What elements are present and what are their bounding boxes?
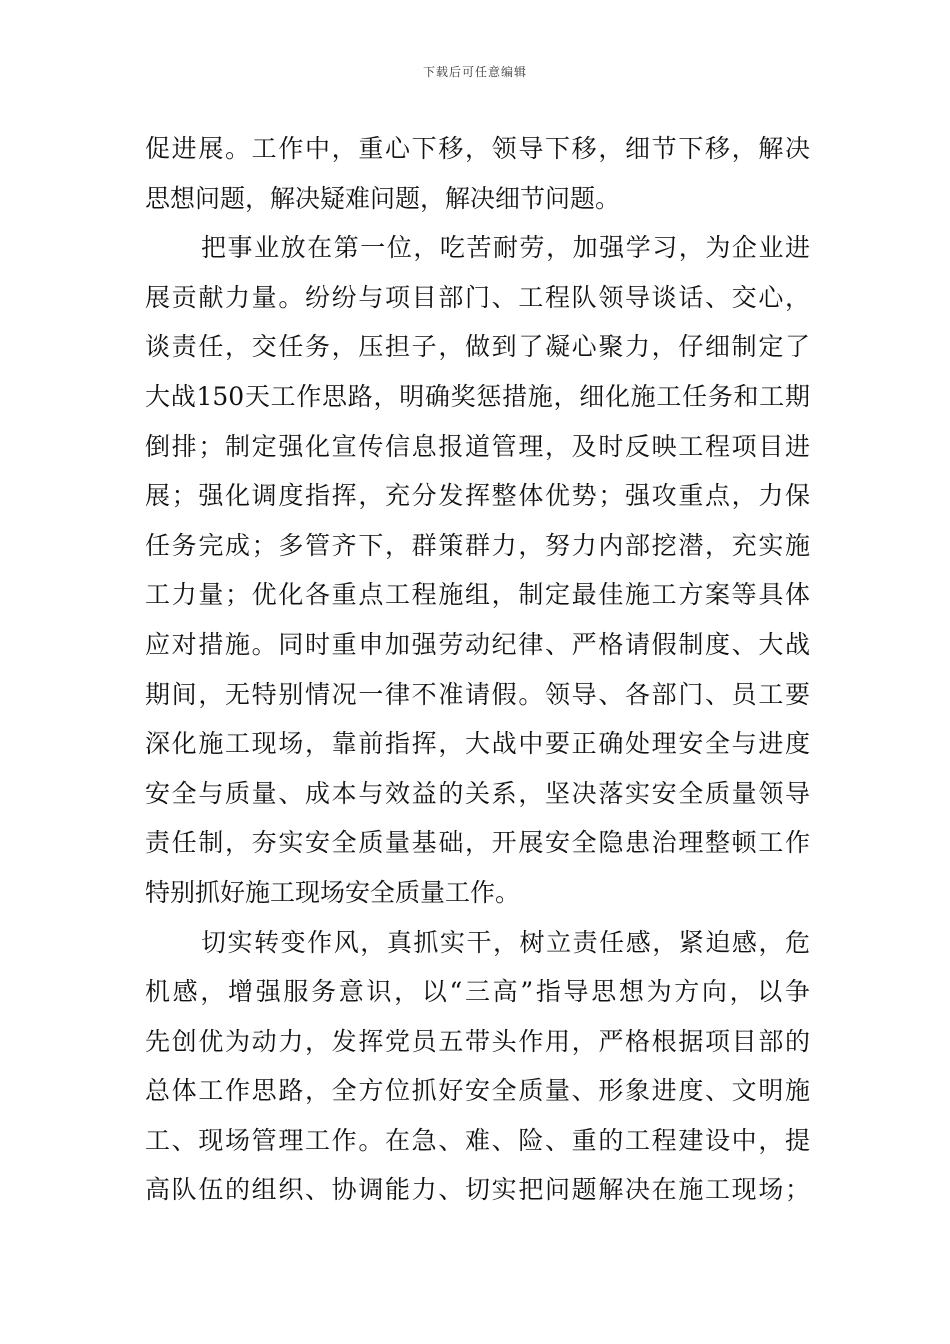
text-line-3: 把事业放在第一位，吃苦耐劳，加强学习，为企业进 bbox=[201, 233, 810, 263]
text-line-1: 促进展。工作中，重心下移，领导下移，细节下移，解决 bbox=[145, 134, 810, 163]
document-body bbox=[145, 124, 810, 1215]
text-line-12: 期间，无特别情况一律不准请假。领导、各部门、员工要 bbox=[145, 679, 810, 709]
text-line-13: 深化施工现场，靠前指挥，大战中要正确处理安全与进度 bbox=[145, 729, 810, 759]
text-line-5: 谈责任，交任务，压担子，做到了凝心聚力，仔细制定了 bbox=[145, 332, 810, 362]
text-line-6: 大战150天工作思路，明确奖惩措施，细化施工任务和工期 bbox=[145, 381, 810, 411]
text-line-19: 先创优为动力，发挥党员五带头作用，严格根据项目部的 bbox=[145, 1026, 810, 1056]
text-line-22: 高队伍的组织、协调能力、切实把问题解决在施工现场； bbox=[145, 1175, 810, 1205]
text-line-10: 工力量；优化各重点工程施组，制定最佳施工方案等具体 bbox=[145, 580, 810, 610]
text-line-17: 切实转变作风，真抓实干，树立责任感，紧迫感，危 bbox=[201, 927, 810, 957]
text-line-15: 责任制，夯实安全质量基础，开展安全隐患治理整顿工作 bbox=[145, 828, 810, 858]
text-line-9: 任务完成；多管齐下，群策群力，努力内部挖潜，充实施 bbox=[145, 530, 810, 560]
text-line-8: 展；强化调度指挥，充分发挥整体优势；强攻重点，力保 bbox=[145, 481, 810, 511]
text-line-18: 机感，增强服务意识，以“三高”指导思想为方向，以争 bbox=[145, 977, 810, 1007]
text-line-21: 工、现场管理工作。在急、难、险、重的工程建设中，提 bbox=[145, 1125, 810, 1155]
text-line-7: 倒排；制定强化宣传信息报道管理，及时反映工程项目进 bbox=[145, 431, 810, 461]
text-line-20: 总体工作思路，全方位抓好安全质量、形象进度、文明施 bbox=[145, 1076, 810, 1106]
text-line-14: 安全与质量、成本与效益的关系，坚决落实安全质量领导 bbox=[145, 778, 810, 808]
text-line-2: 思想问题，解决疑难问题，解决细节问题。 bbox=[145, 183, 621, 213]
text-line-4: 展贡献力量。纷纷与项目部门、工程队领导谈话、交心， bbox=[145, 282, 810, 312]
page-header: 下载后可任意编辑 bbox=[422, 65, 527, 79]
text-line-16: 特别抓好施工现场安全质量工作。 bbox=[145, 877, 521, 907]
text-line-11: 应对措施。同时重申加强劳动纪律、严格请假制度、大战 bbox=[145, 629, 810, 659]
